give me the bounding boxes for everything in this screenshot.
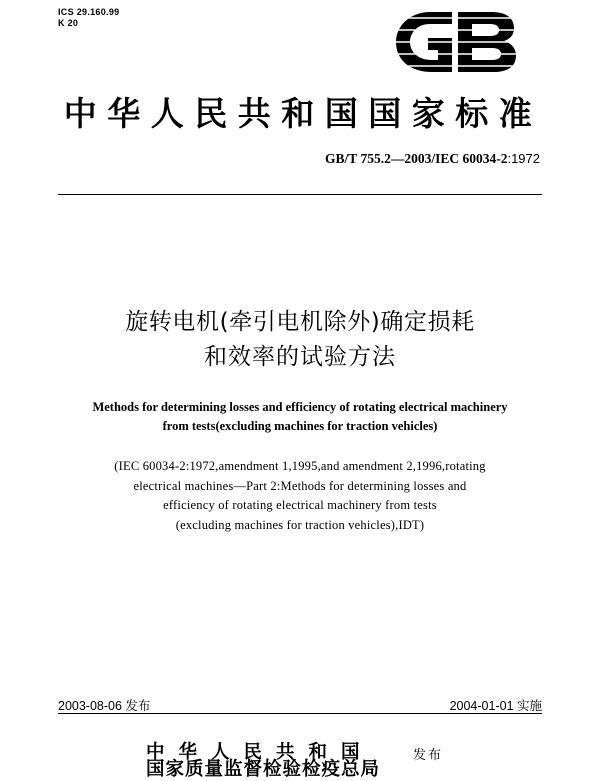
- standard-number: [325, 151, 540, 167]
- title-en-line-2: from tests(excluding machines for traction vehicles): [162, 419, 438, 433]
- implementation-date: 2004-01-01 实施: [449, 699, 542, 713]
- issue-label: 发布: [413, 748, 444, 763]
- adoption-line-3: efficiency of rotating electrical machinery from tests: [163, 498, 437, 512]
- classification-codes: [58, 7, 119, 29]
- title-cn-line-2: 和效率的试验方法: [204, 344, 396, 370]
- title-en-line-1: Methods for determining losses and efficiency of rotating electrical machinery: [92, 400, 508, 414]
- adoption-line-2: electrical machines—Part 2:Methods for determining losses and: [133, 479, 467, 493]
- issuer-line-2: 国家质量监督检验检疫总局: [146, 759, 381, 780]
- title-cn-line-1: 旋转电机(牵引电机除外)确定损耗: [125, 309, 475, 335]
- standard-number-suffix: :1972: [507, 151, 540, 166]
- issue-date: 2003-08-06 发布: [58, 699, 151, 713]
- adoption-line-4: (excluding machines for traction vehicles),IDT): [175, 518, 425, 532]
- gb-logo: [388, 4, 522, 80]
- adoption-line-1: (IEC 60034-2:1972,amendment 1,1995,and amendment 2,1996,rotating: [114, 459, 486, 473]
- standard-number-prefix: GB/T 755.2—2003/IEC 60034-2: [325, 151, 508, 166]
- top-divider: [58, 194, 542, 195]
- ics-code: ICS 29.160.99: [58, 7, 120, 17]
- issuer-line-1: 中华人民共和国: [146, 742, 374, 763]
- bottom-divider: [58, 713, 542, 714]
- standard-name: 中华人民共和国国家标准: [63, 94, 543, 133]
- ccs-code: K 20: [58, 18, 79, 28]
